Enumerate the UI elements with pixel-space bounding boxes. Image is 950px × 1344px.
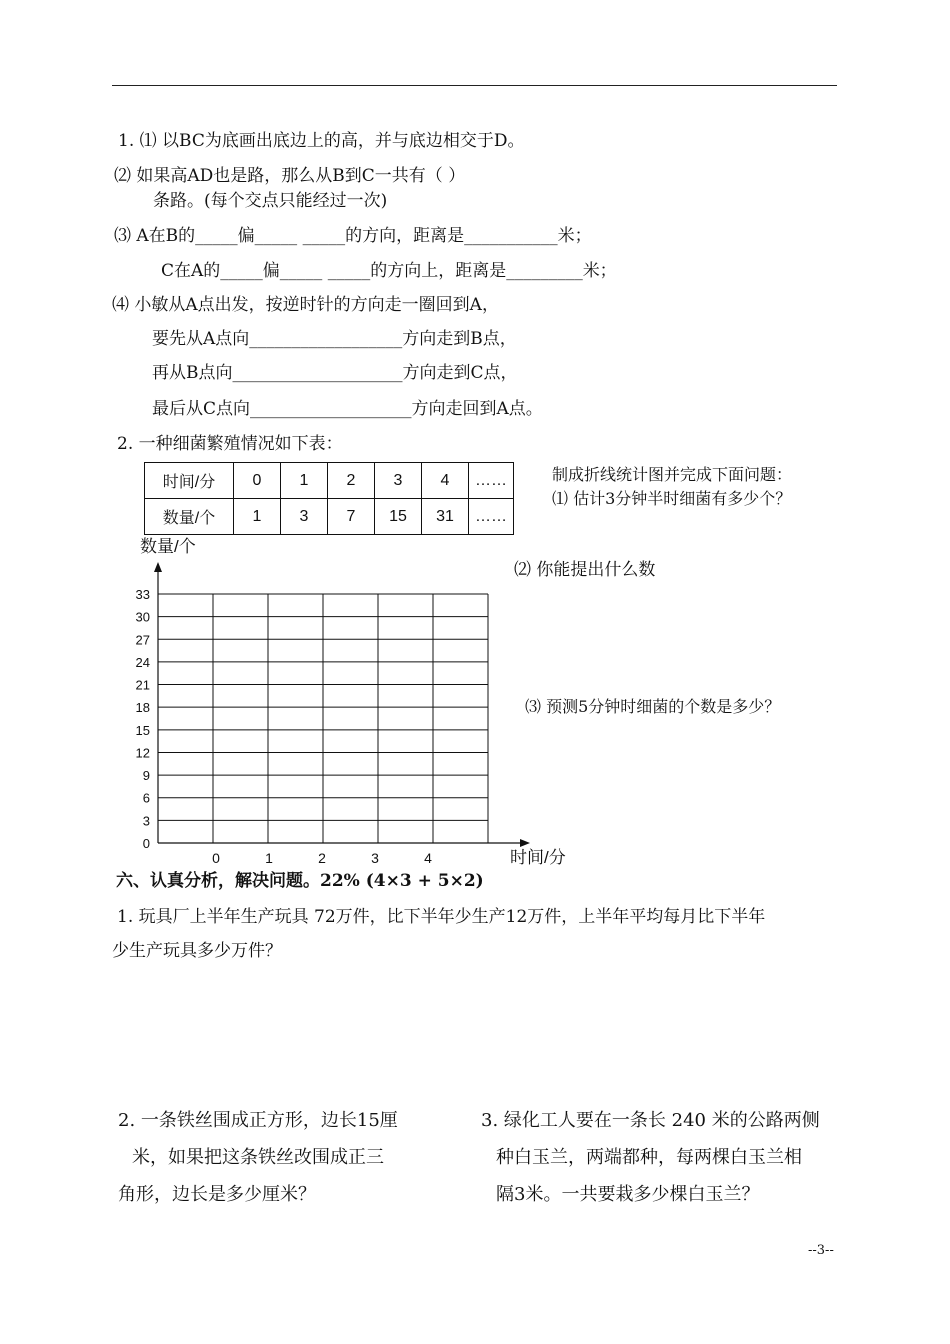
q1-part3-line2: C在A的_____偏_____ _____的方向上，距离是_________米； [161, 261, 617, 281]
q2-right-q3: ⑶ 预测5分钟时细菌的个数是多少？ [525, 697, 781, 716]
x-tick-label: 2 [318, 850, 326, 866]
table-cell: 31 [422, 499, 469, 535]
y-tick-label: 15 [135, 722, 150, 738]
header-rule [112, 85, 837, 86]
table-cell: 15 [375, 499, 422, 535]
problem2-line2: 米，如果把这条铁丝改围成正三 [132, 1147, 384, 1168]
table-cell: 4 [422, 463, 469, 499]
problem3-line2: 种白玉兰，两端都种，每两棵白玉兰相 [496, 1147, 802, 1168]
table-cell: 2 [328, 463, 375, 499]
y-tick-label: 3 [142, 813, 150, 829]
y-tick-label: 33 [135, 587, 150, 602]
q1-part4-line2: 要先从A点向__________________方向走到B点， [152, 329, 517, 349]
problem2-line3: 角形，边长是多少厘米？ [118, 1184, 316, 1205]
problem3-line3: 隔3米。一共要栽多少棵白玉兰？ [496, 1184, 760, 1205]
table-cell: …… [469, 499, 514, 535]
x-axis-label: 时间/分 [510, 848, 566, 867]
q1-part4-line4: 最后从C点向___________________方向走回到A点。 [152, 399, 543, 419]
q1-part4-line3: 再从B点向____________________方向走到C点， [152, 363, 518, 383]
y-tick-label: 6 [142, 790, 150, 806]
y-tick-label: 21 [135, 677, 150, 693]
table-cell: 时间/分 [145, 463, 234, 499]
x-axis-arrow [520, 839, 530, 847]
table-cell: 1 [281, 463, 328, 499]
y-tick-label: 0 [142, 836, 150, 851]
y-tick-label: 9 [142, 768, 150, 784]
x-tick-label: 4 [424, 850, 432, 866]
problem3-line1: 3. 绿化工人要在一条长 240 米的公路两侧 [481, 1110, 820, 1131]
y-axis-arrow [154, 562, 162, 572]
problem2-line1: 2. 一条铁丝围成正方形，边长15厘 [118, 1110, 398, 1131]
problem1-line2: 少生产玩具多少万件？ [112, 941, 282, 961]
q1-part2-line1: ⑵ 如果高AD也是路，那么从B到C一共有（ ） [114, 166, 466, 186]
table-cell: 数量/个 [145, 499, 234, 535]
table-cell: 0 [234, 463, 281, 499]
q1-part1: 1. ⑴ 以BC为底画出底边上的高，并与底边相交于D。 [118, 131, 525, 151]
table-row [145, 463, 514, 499]
q1-part4-line1: ⑷ 小敏从A点出发，按逆时针的方向走一圈回到A， [112, 295, 499, 315]
y-tick-label: 12 [135, 745, 150, 761]
table-cell: 7 [328, 499, 375, 535]
q1-part2-line2: 条路。(每个交点只能经过一次) [153, 191, 388, 211]
page-number: --3-- [808, 1243, 834, 1258]
q1-part3-line1: ⑶ A在B的_____偏_____ _____的方向，距离是___________米； [114, 226, 592, 246]
table-cell: 3 [281, 499, 328, 535]
table-cell: …… [469, 463, 514, 499]
table-row [145, 499, 514, 535]
q2-right-intro: 制成折线统计图并完成下面问题： [552, 465, 793, 484]
x-tick-label: 0 [212, 850, 220, 866]
section6-heading: 六、认真分析，解决问题。22% (4×3 + 5×2) [116, 871, 484, 891]
table-cell: 3 [375, 463, 422, 499]
y-axis-label: 数量/个 [140, 537, 196, 556]
y-tick-label: 27 [135, 632, 150, 648]
problem1-line1: 1. 玩具厂上半年生产玩具 72万件，比下半年少生产12万件，上半年平均每月比下半年 [117, 907, 766, 927]
q2-right-q1: ⑴ 估计3分钟半时细菌有多少个？ [552, 489, 792, 508]
x-tick-label: 3 [371, 850, 379, 866]
y-tick-label: 30 [135, 609, 150, 625]
x-tick-label: 1 [265, 850, 273, 866]
table-cell: 1 [234, 499, 281, 535]
bacteria-table [144, 462, 514, 535]
q2-title: 2. 一种细菌繁殖情况如下表： [117, 434, 343, 454]
q2-right-q2: ⑵ 你能提出什么数 [514, 560, 656, 580]
y-tick-label: 24 [135, 654, 150, 670]
y-tick-label: 18 [135, 700, 150, 716]
